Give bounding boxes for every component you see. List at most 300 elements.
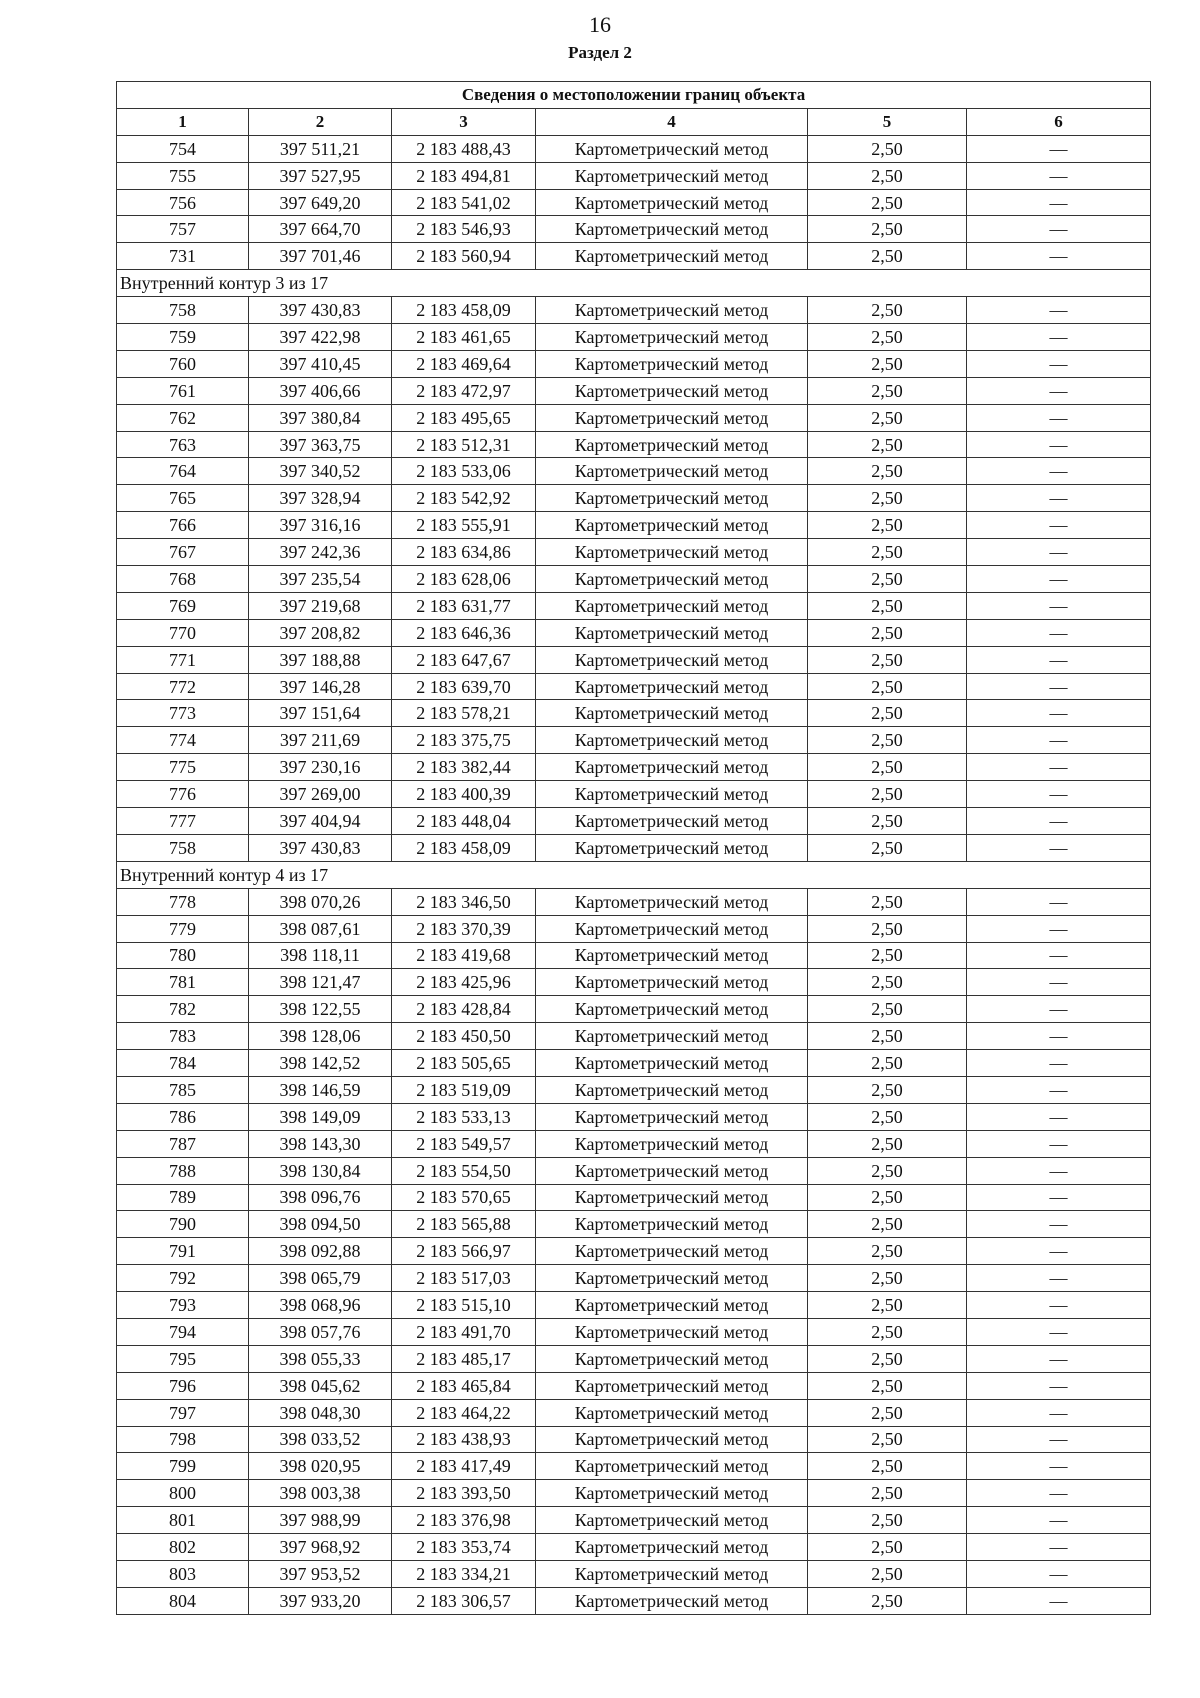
method-cell: Картометрический метод xyxy=(536,162,808,189)
point-number-cell: 758 xyxy=(117,834,249,861)
description-cell: — xyxy=(967,1345,1151,1372)
accuracy-cell: 2,50 xyxy=(808,1507,967,1534)
table-row xyxy=(117,1211,1151,1238)
y-coordinate-cell: 2 183 555,91 xyxy=(392,512,536,539)
description-cell: — xyxy=(967,135,1151,162)
table-row xyxy=(117,135,1151,162)
table-body xyxy=(117,135,1151,1614)
table-row xyxy=(117,969,1151,996)
point-number-cell: 767 xyxy=(117,539,249,566)
point-number-cell: 794 xyxy=(117,1318,249,1345)
table-row xyxy=(117,754,1151,781)
table-row xyxy=(117,458,1151,485)
column-header: 6 xyxy=(967,108,1151,135)
y-coordinate-cell: 2 183 517,03 xyxy=(392,1265,536,1292)
x-coordinate-cell: 398 130,84 xyxy=(249,1157,392,1184)
description-cell: — xyxy=(967,969,1151,996)
point-number-cell: 757 xyxy=(117,216,249,243)
table-row xyxy=(117,539,1151,566)
method-cell: Картометрический метод xyxy=(536,1345,808,1372)
description-cell: — xyxy=(967,1157,1151,1184)
table-row xyxy=(117,189,1151,216)
table-row xyxy=(117,1103,1151,1130)
accuracy-cell: 2,50 xyxy=(808,1292,967,1319)
point-number-cell: 761 xyxy=(117,377,249,404)
table-row xyxy=(117,1453,1151,1480)
description-cell: — xyxy=(967,754,1151,781)
accuracy-cell: 2,50 xyxy=(808,1265,967,1292)
method-cell: Картометрический метод xyxy=(536,431,808,458)
table-row xyxy=(117,162,1151,189)
table-row xyxy=(117,1507,1151,1534)
point-number-cell: 801 xyxy=(117,1507,249,1534)
y-coordinate-cell: 2 183 334,21 xyxy=(392,1560,536,1587)
method-cell: Картометрический метод xyxy=(536,1023,808,1050)
y-coordinate-cell: 2 183 428,84 xyxy=(392,996,536,1023)
y-coordinate-cell: 2 183 628,06 xyxy=(392,566,536,593)
x-coordinate-cell: 398 096,76 xyxy=(249,1184,392,1211)
x-coordinate-cell: 397 404,94 xyxy=(249,808,392,835)
table-row xyxy=(117,727,1151,754)
description-cell: — xyxy=(967,485,1151,512)
accuracy-cell: 2,50 xyxy=(808,1050,967,1077)
table-row xyxy=(117,1238,1151,1265)
accuracy-cell: 2,50 xyxy=(808,915,967,942)
accuracy-cell: 2,50 xyxy=(808,324,967,351)
point-number-cell: 763 xyxy=(117,431,249,458)
point-number-cell: 796 xyxy=(117,1372,249,1399)
method-cell: Картометрический метод xyxy=(536,1453,808,1480)
accuracy-cell: 2,50 xyxy=(808,1211,967,1238)
x-coordinate-cell: 398 142,52 xyxy=(249,1050,392,1077)
y-coordinate-cell: 2 183 485,17 xyxy=(392,1345,536,1372)
y-coordinate-cell: 2 183 566,97 xyxy=(392,1238,536,1265)
point-number-cell: 765 xyxy=(117,485,249,512)
y-coordinate-cell: 2 183 505,65 xyxy=(392,1050,536,1077)
method-cell: Картометрический метод xyxy=(536,1318,808,1345)
point-number-cell: 799 xyxy=(117,1453,249,1480)
method-cell: Картометрический метод xyxy=(536,646,808,673)
table-row xyxy=(117,1076,1151,1103)
y-coordinate-cell: 2 183 465,84 xyxy=(392,1372,536,1399)
y-coordinate-cell: 2 183 425,96 xyxy=(392,969,536,996)
x-coordinate-cell: 397 527,95 xyxy=(249,162,392,189)
accuracy-cell: 2,50 xyxy=(808,834,967,861)
y-coordinate-cell: 2 183 554,50 xyxy=(392,1157,536,1184)
y-coordinate-cell: 2 183 495,65 xyxy=(392,404,536,431)
description-cell: — xyxy=(967,1372,1151,1399)
description-cell: — xyxy=(967,1265,1151,1292)
accuracy-cell: 2,50 xyxy=(808,1318,967,1345)
method-cell: Картометрический метод xyxy=(536,243,808,270)
method-cell: Картометрический метод xyxy=(536,458,808,485)
method-cell: Картометрический метод xyxy=(536,942,808,969)
point-number-cell: 775 xyxy=(117,754,249,781)
x-coordinate-cell: 398 070,26 xyxy=(249,888,392,915)
y-coordinate-cell: 2 183 448,04 xyxy=(392,808,536,835)
method-cell: Картометрический метод xyxy=(536,297,808,324)
accuracy-cell: 2,50 xyxy=(808,969,967,996)
method-cell: Картометрический метод xyxy=(536,1480,808,1507)
point-number-cell: 768 xyxy=(117,566,249,593)
x-coordinate-cell: 398 068,96 xyxy=(249,1292,392,1319)
table-row xyxy=(117,377,1151,404)
method-cell: Картометрический метод xyxy=(536,377,808,404)
y-coordinate-cell: 2 183 578,21 xyxy=(392,700,536,727)
description-cell: — xyxy=(967,539,1151,566)
accuracy-cell: 2,50 xyxy=(808,458,967,485)
accuracy-cell: 2,50 xyxy=(808,1587,967,1614)
x-coordinate-cell: 398 087,61 xyxy=(249,915,392,942)
point-number-cell: 766 xyxy=(117,512,249,539)
table-row xyxy=(117,324,1151,351)
y-coordinate-cell: 2 183 472,97 xyxy=(392,377,536,404)
contour-label: Внутренний контур 4 из 17 xyxy=(117,861,1151,888)
point-number-cell: 762 xyxy=(117,404,249,431)
x-coordinate-cell: 397 649,20 xyxy=(249,189,392,216)
coordinates-table xyxy=(116,81,1151,1615)
description-cell: — xyxy=(967,1211,1151,1238)
method-cell: Картометрический метод xyxy=(536,727,808,754)
method-cell: Картометрический метод xyxy=(536,1211,808,1238)
point-number-cell: 791 xyxy=(117,1238,249,1265)
description-cell: — xyxy=(967,458,1151,485)
method-cell: Картометрический метод xyxy=(536,1157,808,1184)
accuracy-cell: 2,50 xyxy=(808,485,967,512)
method-cell: Картометрический метод xyxy=(536,1238,808,1265)
y-coordinate-cell: 2 183 565,88 xyxy=(392,1211,536,1238)
point-number-cell: 784 xyxy=(117,1050,249,1077)
description-cell: — xyxy=(967,243,1151,270)
table-row xyxy=(117,216,1151,243)
accuracy-cell: 2,50 xyxy=(808,1399,967,1426)
x-coordinate-cell: 398 118,11 xyxy=(249,942,392,969)
accuracy-cell: 2,50 xyxy=(808,1534,967,1561)
y-coordinate-cell: 2 183 631,77 xyxy=(392,592,536,619)
table-row xyxy=(117,619,1151,646)
method-cell: Картометрический метод xyxy=(536,700,808,727)
method-cell: Картометрический метод xyxy=(536,808,808,835)
point-number-cell: 792 xyxy=(117,1265,249,1292)
y-coordinate-cell: 2 183 491,70 xyxy=(392,1318,536,1345)
description-cell: — xyxy=(967,216,1151,243)
accuracy-cell: 2,50 xyxy=(808,808,967,835)
accuracy-cell: 2,50 xyxy=(808,539,967,566)
table-row xyxy=(117,888,1151,915)
method-cell: Картометрический метод xyxy=(536,592,808,619)
x-coordinate-cell: 397 430,83 xyxy=(249,297,392,324)
x-coordinate-cell: 398 020,95 xyxy=(249,1453,392,1480)
accuracy-cell: 2,50 xyxy=(808,1426,967,1453)
y-coordinate-cell: 2 183 306,57 xyxy=(392,1587,536,1614)
x-coordinate-cell: 397 208,82 xyxy=(249,619,392,646)
description-cell: — xyxy=(967,1560,1151,1587)
y-coordinate-cell: 2 183 549,57 xyxy=(392,1130,536,1157)
accuracy-cell: 2,50 xyxy=(808,1372,967,1399)
accuracy-cell: 2,50 xyxy=(808,996,967,1023)
description-cell: — xyxy=(967,350,1151,377)
description-cell: — xyxy=(967,673,1151,700)
y-coordinate-cell: 2 183 375,75 xyxy=(392,727,536,754)
table-row xyxy=(117,1587,1151,1614)
y-coordinate-cell: 2 183 646,36 xyxy=(392,619,536,646)
column-header: 4 xyxy=(536,108,808,135)
description-cell: — xyxy=(967,1318,1151,1345)
accuracy-cell: 2,50 xyxy=(808,162,967,189)
accuracy-cell: 2,50 xyxy=(808,377,967,404)
column-number-row xyxy=(117,108,1151,135)
y-coordinate-cell: 2 183 346,50 xyxy=(392,888,536,915)
accuracy-cell: 2,50 xyxy=(808,297,967,324)
description-cell: — xyxy=(967,700,1151,727)
y-coordinate-cell: 2 183 419,68 xyxy=(392,942,536,969)
method-cell: Картометрический метод xyxy=(536,1265,808,1292)
y-coordinate-cell: 2 183 515,10 xyxy=(392,1292,536,1319)
method-cell: Картометрический метод xyxy=(536,1050,808,1077)
accuracy-cell: 2,50 xyxy=(808,727,967,754)
accuracy-cell: 2,50 xyxy=(808,700,967,727)
point-number-cell: 759 xyxy=(117,324,249,351)
accuracy-cell: 2,50 xyxy=(808,1130,967,1157)
method-cell: Картометрический метод xyxy=(536,485,808,512)
accuracy-cell: 2,50 xyxy=(808,135,967,162)
description-cell: — xyxy=(967,297,1151,324)
x-coordinate-cell: 397 664,70 xyxy=(249,216,392,243)
y-coordinate-cell: 2 183 353,74 xyxy=(392,1534,536,1561)
description-cell: — xyxy=(967,808,1151,835)
x-coordinate-cell: 398 143,30 xyxy=(249,1130,392,1157)
y-coordinate-cell: 2 183 512,31 xyxy=(392,431,536,458)
description-cell: — xyxy=(967,1534,1151,1561)
point-number-cell: 787 xyxy=(117,1130,249,1157)
x-coordinate-cell: 398 121,47 xyxy=(249,969,392,996)
table-row xyxy=(117,592,1151,619)
x-coordinate-cell: 398 033,52 xyxy=(249,1426,392,1453)
contour-label: Внутренний контур 3 из 17 xyxy=(117,270,1151,297)
method-cell: Картометрический метод xyxy=(536,969,808,996)
method-cell: Картометрический метод xyxy=(536,1103,808,1130)
x-coordinate-cell: 398 128,06 xyxy=(249,1023,392,1050)
x-coordinate-cell: 397 242,36 xyxy=(249,539,392,566)
y-coordinate-cell: 2 183 542,92 xyxy=(392,485,536,512)
accuracy-cell: 2,50 xyxy=(808,1157,967,1184)
point-number-cell: 754 xyxy=(117,135,249,162)
accuracy-cell: 2,50 xyxy=(808,646,967,673)
table-row xyxy=(117,297,1151,324)
accuracy-cell: 2,50 xyxy=(808,1560,967,1587)
table-row xyxy=(117,1534,1151,1561)
y-coordinate-cell: 2 183 634,86 xyxy=(392,539,536,566)
x-coordinate-cell: 397 363,75 xyxy=(249,431,392,458)
y-coordinate-cell: 2 183 393,50 xyxy=(392,1480,536,1507)
accuracy-cell: 2,50 xyxy=(808,566,967,593)
column-header: 2 xyxy=(249,108,392,135)
description-cell: — xyxy=(967,1130,1151,1157)
x-coordinate-cell: 397 968,92 xyxy=(249,1534,392,1561)
table-row xyxy=(117,1345,1151,1372)
point-number-cell: 764 xyxy=(117,458,249,485)
point-number-cell: 731 xyxy=(117,243,249,270)
y-coordinate-cell: 2 183 647,67 xyxy=(392,646,536,673)
method-cell: Картометрический метод xyxy=(536,1560,808,1587)
description-cell: — xyxy=(967,377,1151,404)
point-number-cell: 804 xyxy=(117,1587,249,1614)
x-coordinate-cell: 398 092,88 xyxy=(249,1238,392,1265)
point-number-cell: 795 xyxy=(117,1345,249,1372)
method-cell: Картометрический метод xyxy=(536,1426,808,1453)
column-header: 3 xyxy=(392,108,536,135)
table-row xyxy=(117,996,1151,1023)
x-coordinate-cell: 397 328,94 xyxy=(249,485,392,512)
description-cell: — xyxy=(967,324,1151,351)
description-cell: — xyxy=(967,1507,1151,1534)
method-cell: Картометрический метод xyxy=(536,834,808,861)
x-coordinate-cell: 397 511,21 xyxy=(249,135,392,162)
x-coordinate-cell: 397 988,99 xyxy=(249,1507,392,1534)
x-coordinate-cell: 397 146,28 xyxy=(249,673,392,700)
description-cell: — xyxy=(967,1587,1151,1614)
y-coordinate-cell: 2 183 639,70 xyxy=(392,673,536,700)
method-cell: Картометрический метод xyxy=(536,673,808,700)
column-header: 1 xyxy=(117,108,249,135)
description-cell: — xyxy=(967,1426,1151,1453)
y-coordinate-cell: 2 183 570,65 xyxy=(392,1184,536,1211)
description-cell: — xyxy=(967,727,1151,754)
description-cell: — xyxy=(967,189,1151,216)
y-coordinate-cell: 2 183 417,49 xyxy=(392,1453,536,1480)
table-row xyxy=(117,512,1151,539)
x-coordinate-cell: 397 269,00 xyxy=(249,781,392,808)
table-row xyxy=(117,781,1151,808)
x-coordinate-cell: 397 219,68 xyxy=(249,592,392,619)
description-cell: — xyxy=(967,1103,1151,1130)
y-coordinate-cell: 2 183 494,81 xyxy=(392,162,536,189)
accuracy-cell: 2,50 xyxy=(808,1184,967,1211)
table-row xyxy=(117,1023,1151,1050)
description-cell: — xyxy=(967,566,1151,593)
description-cell: — xyxy=(967,404,1151,431)
method-cell: Картометрический метод xyxy=(536,189,808,216)
section-title: Раздел 2 xyxy=(568,43,632,62)
accuracy-cell: 2,50 xyxy=(808,1453,967,1480)
point-number-cell: 774 xyxy=(117,727,249,754)
point-number-cell: 778 xyxy=(117,888,249,915)
y-coordinate-cell: 2 183 458,09 xyxy=(392,297,536,324)
method-cell: Картометрический метод xyxy=(536,915,808,942)
description-cell: — xyxy=(967,888,1151,915)
x-coordinate-cell: 397 701,46 xyxy=(249,243,392,270)
x-coordinate-cell: 397 430,83 xyxy=(249,834,392,861)
method-cell: Картометрический метод xyxy=(536,1534,808,1561)
description-cell: — xyxy=(967,646,1151,673)
method-cell: Картометрический метод xyxy=(536,404,808,431)
accuracy-cell: 2,50 xyxy=(808,1238,967,1265)
accuracy-cell: 2,50 xyxy=(808,592,967,619)
table-row xyxy=(117,834,1151,861)
x-coordinate-cell: 398 057,76 xyxy=(249,1318,392,1345)
y-coordinate-cell: 2 183 488,43 xyxy=(392,135,536,162)
contour-row xyxy=(117,270,1151,297)
table-row xyxy=(117,1130,1151,1157)
x-coordinate-cell: 397 406,66 xyxy=(249,377,392,404)
table-row xyxy=(117,1157,1151,1184)
y-coordinate-cell: 2 183 376,98 xyxy=(392,1507,536,1534)
description-cell: — xyxy=(967,1453,1151,1480)
method-cell: Картометрический метод xyxy=(536,781,808,808)
y-coordinate-cell: 2 183 541,02 xyxy=(392,189,536,216)
accuracy-cell: 2,50 xyxy=(808,754,967,781)
description-cell: — xyxy=(967,619,1151,646)
table-row xyxy=(117,1184,1151,1211)
point-number-cell: 756 xyxy=(117,189,249,216)
description-cell: — xyxy=(967,431,1151,458)
x-coordinate-cell: 398 048,30 xyxy=(249,1399,392,1426)
method-cell: Картометрический метод xyxy=(536,1130,808,1157)
method-cell: Картометрический метод xyxy=(536,539,808,566)
accuracy-cell: 2,50 xyxy=(808,243,967,270)
accuracy-cell: 2,50 xyxy=(808,619,967,646)
x-coordinate-cell: 397 422,98 xyxy=(249,324,392,351)
accuracy-cell: 2,50 xyxy=(808,216,967,243)
description-cell: — xyxy=(967,781,1151,808)
point-number-cell: 755 xyxy=(117,162,249,189)
description-cell: — xyxy=(967,915,1151,942)
accuracy-cell: 2,50 xyxy=(808,888,967,915)
y-coordinate-cell: 2 183 533,06 xyxy=(392,458,536,485)
method-cell: Картометрический метод xyxy=(536,996,808,1023)
point-number-cell: 789 xyxy=(117,1184,249,1211)
y-coordinate-cell: 2 183 469,64 xyxy=(392,350,536,377)
x-coordinate-cell: 397 953,52 xyxy=(249,1560,392,1587)
method-cell: Картометрический метод xyxy=(536,1184,808,1211)
method-cell: Картометрический метод xyxy=(536,1292,808,1319)
method-cell: Картометрический метод xyxy=(536,135,808,162)
table-row xyxy=(117,1560,1151,1587)
y-coordinate-cell: 2 183 546,93 xyxy=(392,216,536,243)
table-row xyxy=(117,566,1151,593)
table-row xyxy=(117,673,1151,700)
point-number-cell: 780 xyxy=(117,942,249,969)
point-number-cell: 771 xyxy=(117,646,249,673)
accuracy-cell: 2,50 xyxy=(808,1103,967,1130)
table-title: Сведения о местоположении границ объекта xyxy=(117,82,1151,109)
accuracy-cell: 2,50 xyxy=(808,673,967,700)
accuracy-cell: 2,50 xyxy=(808,350,967,377)
point-number-cell: 797 xyxy=(117,1399,249,1426)
x-coordinate-cell: 397 211,69 xyxy=(249,727,392,754)
accuracy-cell: 2,50 xyxy=(808,1076,967,1103)
method-cell: Картометрический метод xyxy=(536,1399,808,1426)
point-number-cell: 786 xyxy=(117,1103,249,1130)
accuracy-cell: 2,50 xyxy=(808,1480,967,1507)
point-number-cell: 776 xyxy=(117,781,249,808)
x-coordinate-cell: 398 045,62 xyxy=(249,1372,392,1399)
y-coordinate-cell: 2 183 370,39 xyxy=(392,915,536,942)
table-title-row xyxy=(117,82,1151,109)
y-coordinate-cell: 2 183 519,09 xyxy=(392,1076,536,1103)
table-row xyxy=(117,1292,1151,1319)
y-coordinate-cell: 2 183 450,50 xyxy=(392,1023,536,1050)
column-header: 5 xyxy=(808,108,967,135)
point-number-cell: 793 xyxy=(117,1292,249,1319)
description-cell: — xyxy=(967,1050,1151,1077)
y-coordinate-cell: 2 183 533,13 xyxy=(392,1103,536,1130)
contour-row xyxy=(117,861,1151,888)
description-cell: — xyxy=(967,1480,1151,1507)
x-coordinate-cell: 397 151,64 xyxy=(249,700,392,727)
table-row xyxy=(117,808,1151,835)
description-cell: — xyxy=(967,942,1151,969)
